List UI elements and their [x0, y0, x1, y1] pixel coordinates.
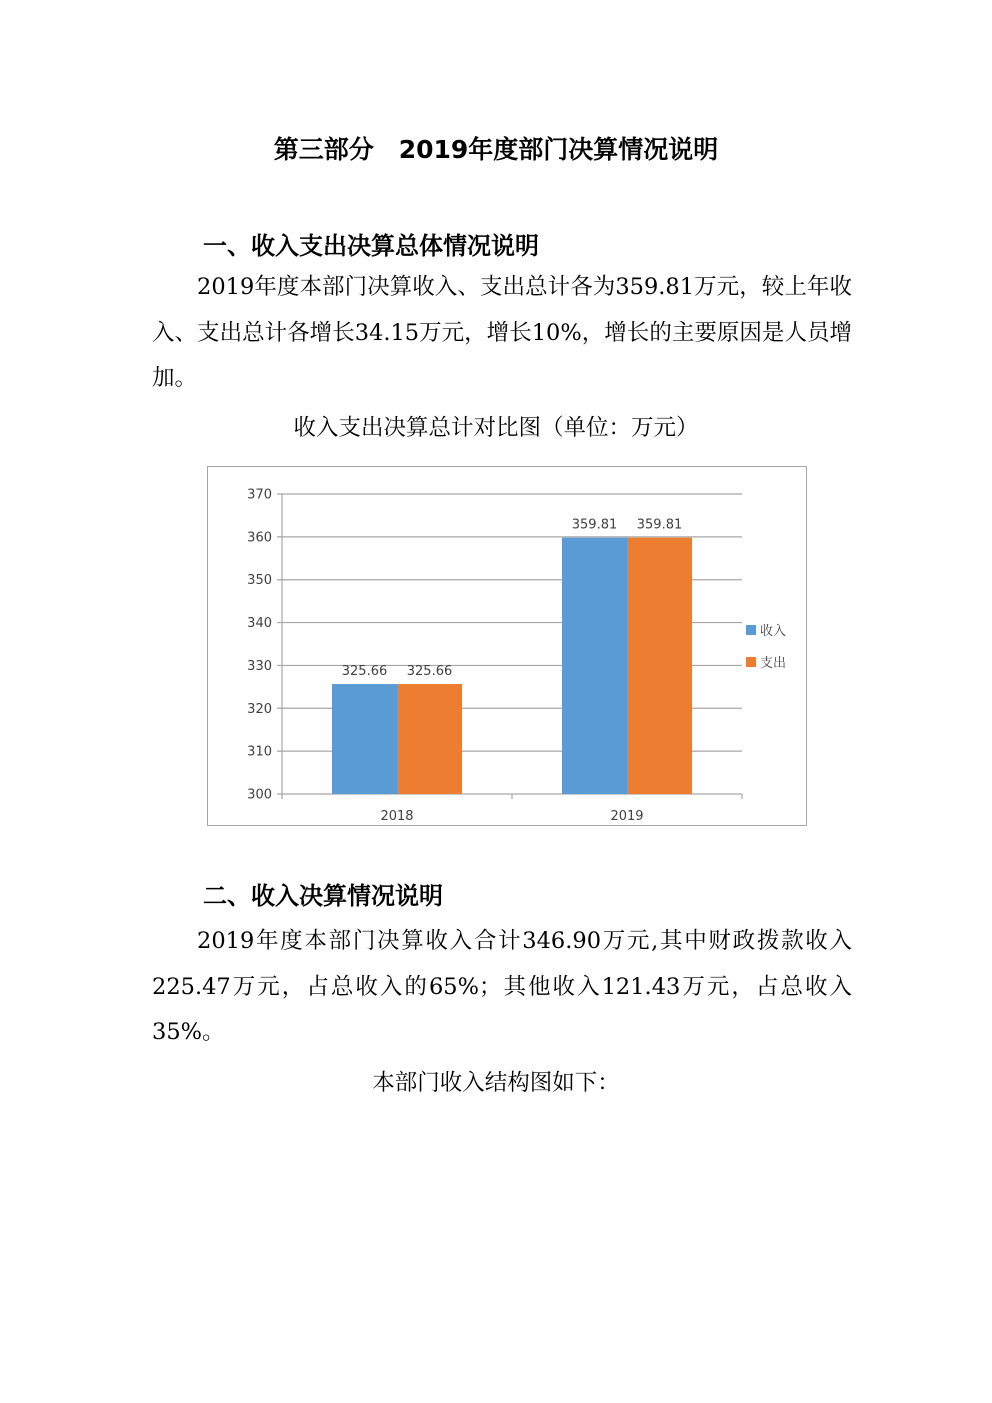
- chart-svg: [208, 467, 808, 827]
- y-tick-label: 320: [247, 701, 272, 717]
- section1-heading: 一、收入支出决算总体情况说明: [203, 232, 539, 260]
- page-title: 第三部分 2019年度部门决算情况说明: [273, 135, 719, 164]
- data-label: 359.81: [636, 517, 683, 533]
- income-expense-chart: [207, 466, 807, 826]
- section2-heading: 二、收入决算情况说明: [203, 882, 443, 910]
- bar-2018-收入: [332, 684, 397, 794]
- bar-2018-支出: [397, 684, 462, 794]
- structure-chart-caption: 本部门收入结构图如下：: [372, 1070, 620, 1096]
- section1-paragraph: 2019年度本部门决算收入、支出总计各为359.81万元，较上年收入、支出总计各增长34.15万元，增长10%，增长的主要原因是人员增加。: [152, 274, 852, 391]
- y-tick-label: 360: [247, 530, 272, 546]
- legend-swatch-支出: [746, 657, 756, 667]
- data-label: 359.81: [571, 517, 618, 533]
- chart-caption: 收入支出决算总计对比图（单位：万元）: [293, 415, 699, 441]
- y-tick-label: 350: [247, 573, 272, 589]
- x-category-label: 2019: [610, 809, 644, 824]
- legend-label: 收入: [760, 624, 787, 639]
- y-tick-label: 300: [247, 787, 272, 803]
- data-label: 325.66: [406, 664, 453, 680]
- legend-label: 支出: [760, 656, 787, 671]
- y-tick-label: 370: [247, 487, 272, 503]
- bar-2019-支出: [627, 538, 692, 794]
- bar-2019-收入: [562, 538, 627, 794]
- data-label: 325.66: [341, 664, 388, 680]
- y-tick-label: 330: [247, 658, 272, 674]
- y-tick-label: 340: [247, 616, 272, 632]
- legend-swatch-收入: [746, 625, 756, 635]
- section2-paragraph: 2019年度本部门决算收入合计346.90万元,其中财政拨款收入225.47万元，占总收入的65%；其他收入121.43万元，占总收入35%。: [152, 928, 852, 1045]
- x-category-label: 2018: [380, 809, 414, 824]
- y-tick-label: 310: [247, 744, 272, 760]
